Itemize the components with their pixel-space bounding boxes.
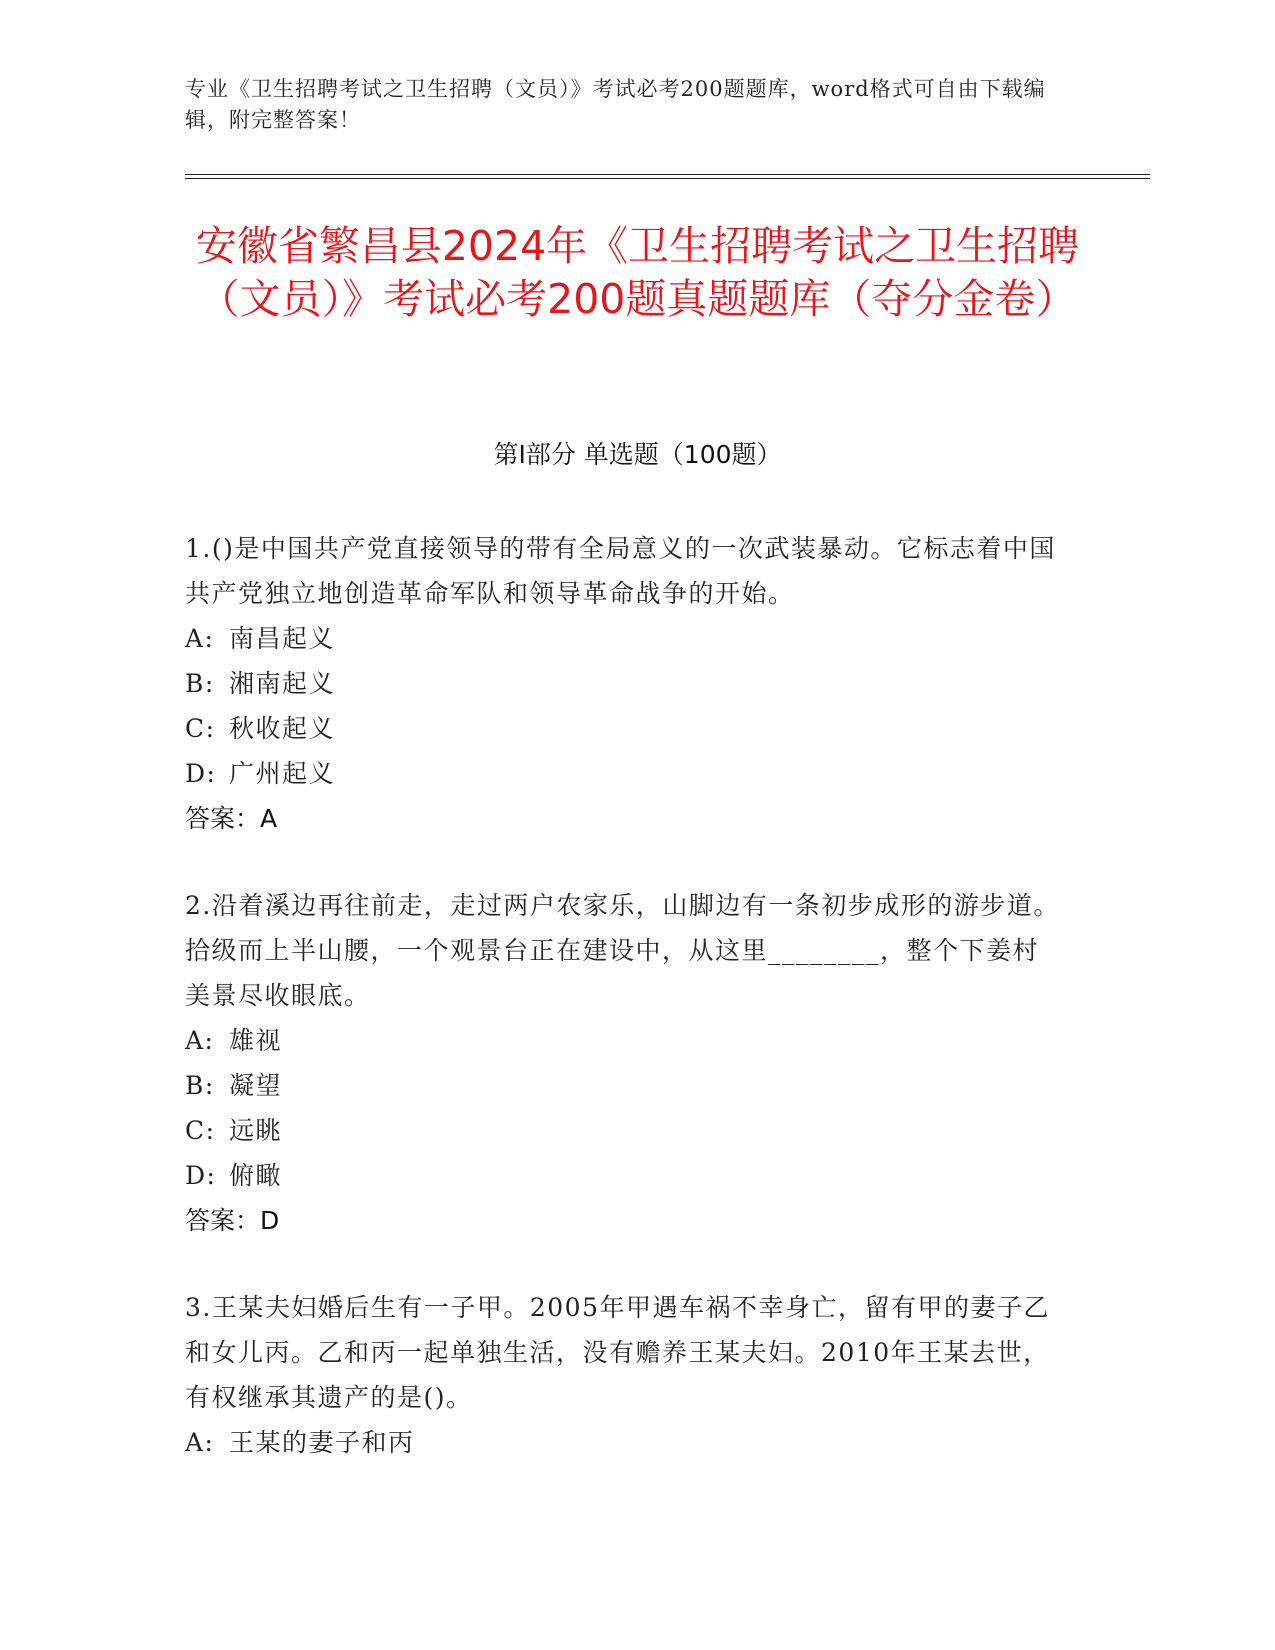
option-letter: D: xyxy=(185,1161,217,1190)
question-stem: 2.沿着溪边再往前走，走过两户农家乐，山脚边有一条初步成形的游步道。拾级而上半山腰，一个观景台正在建设中，从这里________，整个下姜村美景尽收眼底。 xyxy=(185,891,1060,1010)
question-answer: 答案：A xyxy=(185,804,278,833)
question-option-a xyxy=(185,1420,1065,1465)
option-letter: D: xyxy=(185,759,217,788)
option-letter: B: xyxy=(185,1071,215,1100)
question-option-a xyxy=(185,1018,1065,1063)
question-list xyxy=(185,526,1065,1507)
header-divider-bottom xyxy=(185,178,1150,179)
option-text: 凝望 xyxy=(229,1071,283,1100)
section-heading: 第Ⅰ部分 单选题（100题） xyxy=(493,440,782,469)
option-text: 俯瞰 xyxy=(229,1161,283,1190)
question-option-a xyxy=(185,616,1065,661)
option-letter: A: xyxy=(185,1026,215,1055)
option-text: 湘南起义 xyxy=(229,669,336,698)
question-option-b xyxy=(185,1063,1065,1108)
document-title: 安徽省繁昌县2024年《卫生招聘考试之卫生招聘（文员）》考试必考200题真题题库（夺分金卷） xyxy=(195,222,1080,323)
question-answer: 答案：D xyxy=(185,1206,280,1235)
option-letter: B: xyxy=(185,669,215,698)
option-text: 远眺 xyxy=(229,1116,283,1145)
option-letter: C: xyxy=(185,714,216,743)
question-option-d xyxy=(185,751,1065,796)
option-letter: C: xyxy=(185,1116,216,1145)
option-text: 秋收起义 xyxy=(229,714,336,743)
option-letter: A: xyxy=(185,1428,215,1457)
question-option-d xyxy=(185,1153,1065,1198)
question-item xyxy=(185,1285,1065,1465)
question-stem: 3.王某夫妇婚后生有一子甲。2005年甲遇车祸不幸身亡，留有甲的妻子乙和女儿丙。乙和丙一起单独生活，没有赡养王某夫妇。2010年王某去世，有权继承其遗产的是()。 xyxy=(185,1293,1050,1412)
option-letter: A: xyxy=(185,624,215,653)
question-option-c xyxy=(185,706,1065,751)
header-note: 专业《卫生招聘考试之卫生招聘（文员）》考试必考200题题库，word格式可自由下载编辑，附完整答案！ xyxy=(185,77,1046,132)
option-text: 王某的妻子和丙 xyxy=(229,1428,415,1457)
header-divider-top xyxy=(185,174,1150,175)
question-item xyxy=(185,526,1065,841)
option-text: 南昌起义 xyxy=(229,624,336,653)
question-stem: 1.()是中国共产党直接领导的带有全局意义的一次武装暴动。它标志着中国共产党独立地创造革命军队和领导革命战争的开始。 xyxy=(185,534,1056,608)
option-text: 广州起义 xyxy=(229,759,336,788)
question-option-c xyxy=(185,1108,1065,1153)
option-text: 雄视 xyxy=(229,1026,283,1055)
question-option-b xyxy=(185,661,1065,706)
question-item xyxy=(185,883,1065,1243)
